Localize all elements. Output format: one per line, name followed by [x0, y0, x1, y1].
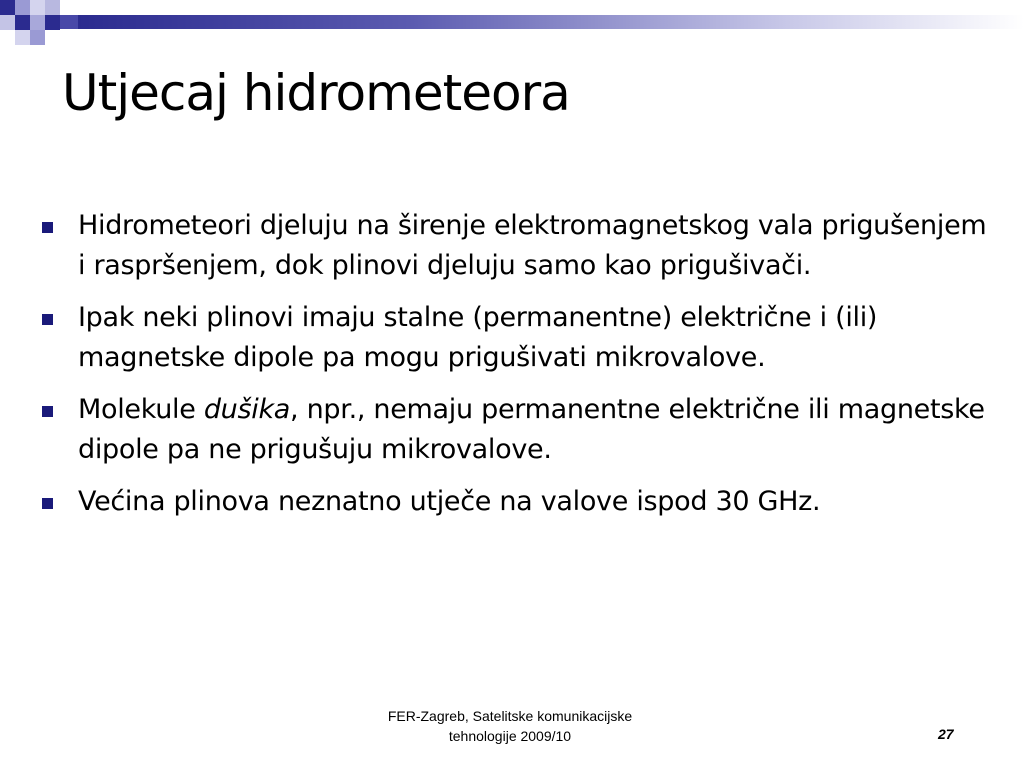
bullet-text-after: , npr., nemaju permanentne električne ili magnetske dipole pa ne prigušuju mikrovalove. — [78, 394, 985, 465]
bullet-text-italic: dušika — [203, 394, 291, 425]
slide-title: Utjecaj hidrometeora — [62, 64, 570, 122]
header-square — [15, 15, 30, 30]
footer — [340, 706, 680, 746]
square-bullet-icon — [42, 406, 53, 417]
footer-line-2: tehnologije 2009/10 — [448, 728, 572, 744]
header-square — [45, 15, 60, 30]
header-square — [60, 15, 78, 29]
header-square — [30, 0, 45, 15]
header-square — [15, 30, 30, 45]
header-square — [15, 0, 30, 15]
square-bullet-icon — [42, 498, 53, 509]
square-bullet-icon — [42, 314, 53, 325]
bullet-text: Hidrometeori djeluju na širenje elektromagnetskog vala prigušenjem i raspršenjem, dok plinovi djeluju samo kao prigušivači. — [78, 210, 987, 281]
bullet-text: Većina plinova neznatno utječe na valove ispod 30 GHz. — [78, 486, 821, 517]
bullet-text: Ipak neki plinovi imaju stalne (permanentne) električne i (ili) magnetske dipole pa mogu prigušivati mikrovalove. — [78, 302, 878, 373]
bullet-item — [36, 298, 996, 378]
square-bullet-icon — [42, 222, 53, 233]
page-number: 27 — [938, 726, 954, 742]
header-square — [30, 30, 45, 45]
header-square — [30, 15, 45, 30]
footer-line-1: FER-Zagreb, Satelitske komunikacijske — [387, 708, 633, 724]
bullet-item — [36, 482, 996, 522]
bullet-item — [36, 390, 996, 470]
header-square — [0, 0, 15, 15]
bullet-item — [36, 206, 996, 286]
bullet-list — [36, 206, 996, 534]
header-square — [0, 15, 15, 30]
header-gradient-bar — [78, 15, 1024, 29]
bullet-text-before: Molekule — [78, 394, 204, 425]
decorative-header-band — [0, 0, 1024, 46]
header-square — [45, 0, 60, 15]
